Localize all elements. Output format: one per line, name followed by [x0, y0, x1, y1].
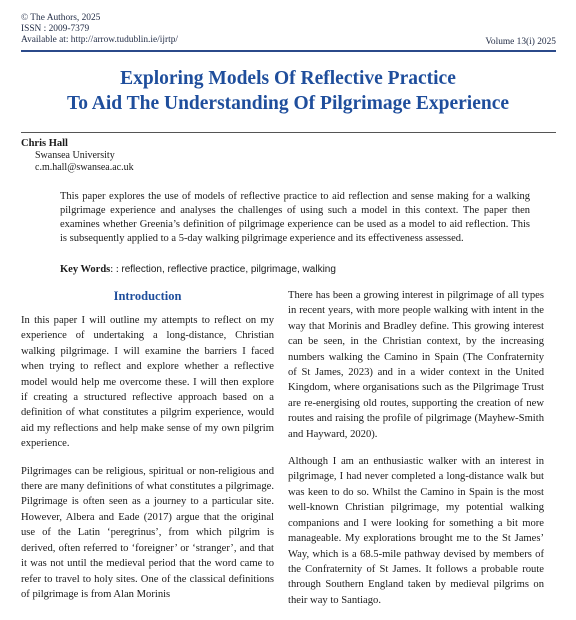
title-line-1: Exploring Models Of Reflective Practice [120, 68, 456, 89]
author-email[interactable]: c.m.hall@swansea.ac.uk [35, 162, 134, 173]
section-heading: Introduction [113, 289, 182, 303]
author-name: Chris Hall [21, 138, 68, 149]
paragraph: Although I am an enthusiastic walker with an interest in pilgrimage, I had never completed a long-distance walk but was keen to do so. Whilst the Camino in Spain is the most well-known Christian pilgrimage, my potential walking companions and I were looking for something a bit more manageable. My explorations brought me to the St James’ Way, which is a 68.5-mile pathway devised by members of the Confraternity of St James. It follows a probable route through Southern England taken by medieval pilgrims on their way to Santiago. [288, 456, 544, 606]
title-line-2: To Aid The Understanding Of Pilgrimage Experience [66, 93, 510, 114]
issn-line: ISSN : 2009-7379 [21, 24, 90, 34]
author-block [21, 138, 134, 174]
keywords-label: Key Words [60, 264, 111, 275]
copyright-line: © The Authors, 2025 [21, 13, 101, 23]
author-affiliation: Swansea University [35, 150, 115, 161]
paragraph: Pilgrimages can be religious, spiritual or non-religious and there are many definitions of what constitutes a pilgrimage. Pilgrimage is often seen as a journey to a particular site. However, Albera and Eade (2017) argue that the original use of the Latin ‘peregrinus’, from which pilgrim is derived, often referred to ‘foreigner’ or ‘stranger’, and that it was not until the medieval period that the word came to refer to travel to holy sites. One of the classical definitions of pilgrimage is from Alan Morinis [21, 465, 274, 600]
left-column [21, 313, 274, 614]
keywords [60, 264, 336, 275]
paragraph: There has been a growing interest in pilgrimage of all types in recent years, with more people walking with intent in the way that Morinis and Bradley define. This growing interest can be seen, in the Christian context, by the increasing numbers walking the Camino in Spain (The Confraternity of St James, 2023) and in a wider context in the United Kingdom, where organisations such as the Pilgrimage Trust are re-energising old routes, supporting the creation of new routes and raising the profile of pilgrimage (Mayhew-Smith and Hayward, 2020). [288, 290, 544, 440]
paragraph: In this paper I will outline my attempts to reflect on my experience of undertaking a long-distance, Christian walking pilgrimage. I will examine the barriers I faced when trying to reflect and explore whether a reflective model would help me overcome these. I will then explore if creating a structured reflective approach based on a definition of what constitutes a pilgrim experience, would aid my reflections and help make sense of my own pilgrim experience. [21, 315, 274, 450]
header-rule [21, 50, 556, 52]
keywords-separator: : : [110, 264, 122, 275]
right-column [288, 288, 544, 620]
paper-title [0, 66, 576, 116]
journal-header [21, 13, 178, 46]
title-rule [21, 132, 556, 133]
volume-label: Volume 13(i) 2025 [485, 37, 556, 47]
abstract: This paper explores the use of models of reflective practice to aid reflection and sense making for a walking pilgrimage experience and analyses the challenges of using such a model in this context. The paper then examines whether Greenia’s definition of pilgrimage experience can be used as a model to aid reflection. This is subsequently applied to a 5-day walking pilgrimage experience and its effectiveness assessed. [60, 191, 530, 244]
available-line[interactable]: Available at: http://arrow.tudublin.ie/ijrtp/ [21, 35, 178, 45]
keywords-values: reflection, reflective practice, pilgrimage, walking [121, 264, 336, 275]
